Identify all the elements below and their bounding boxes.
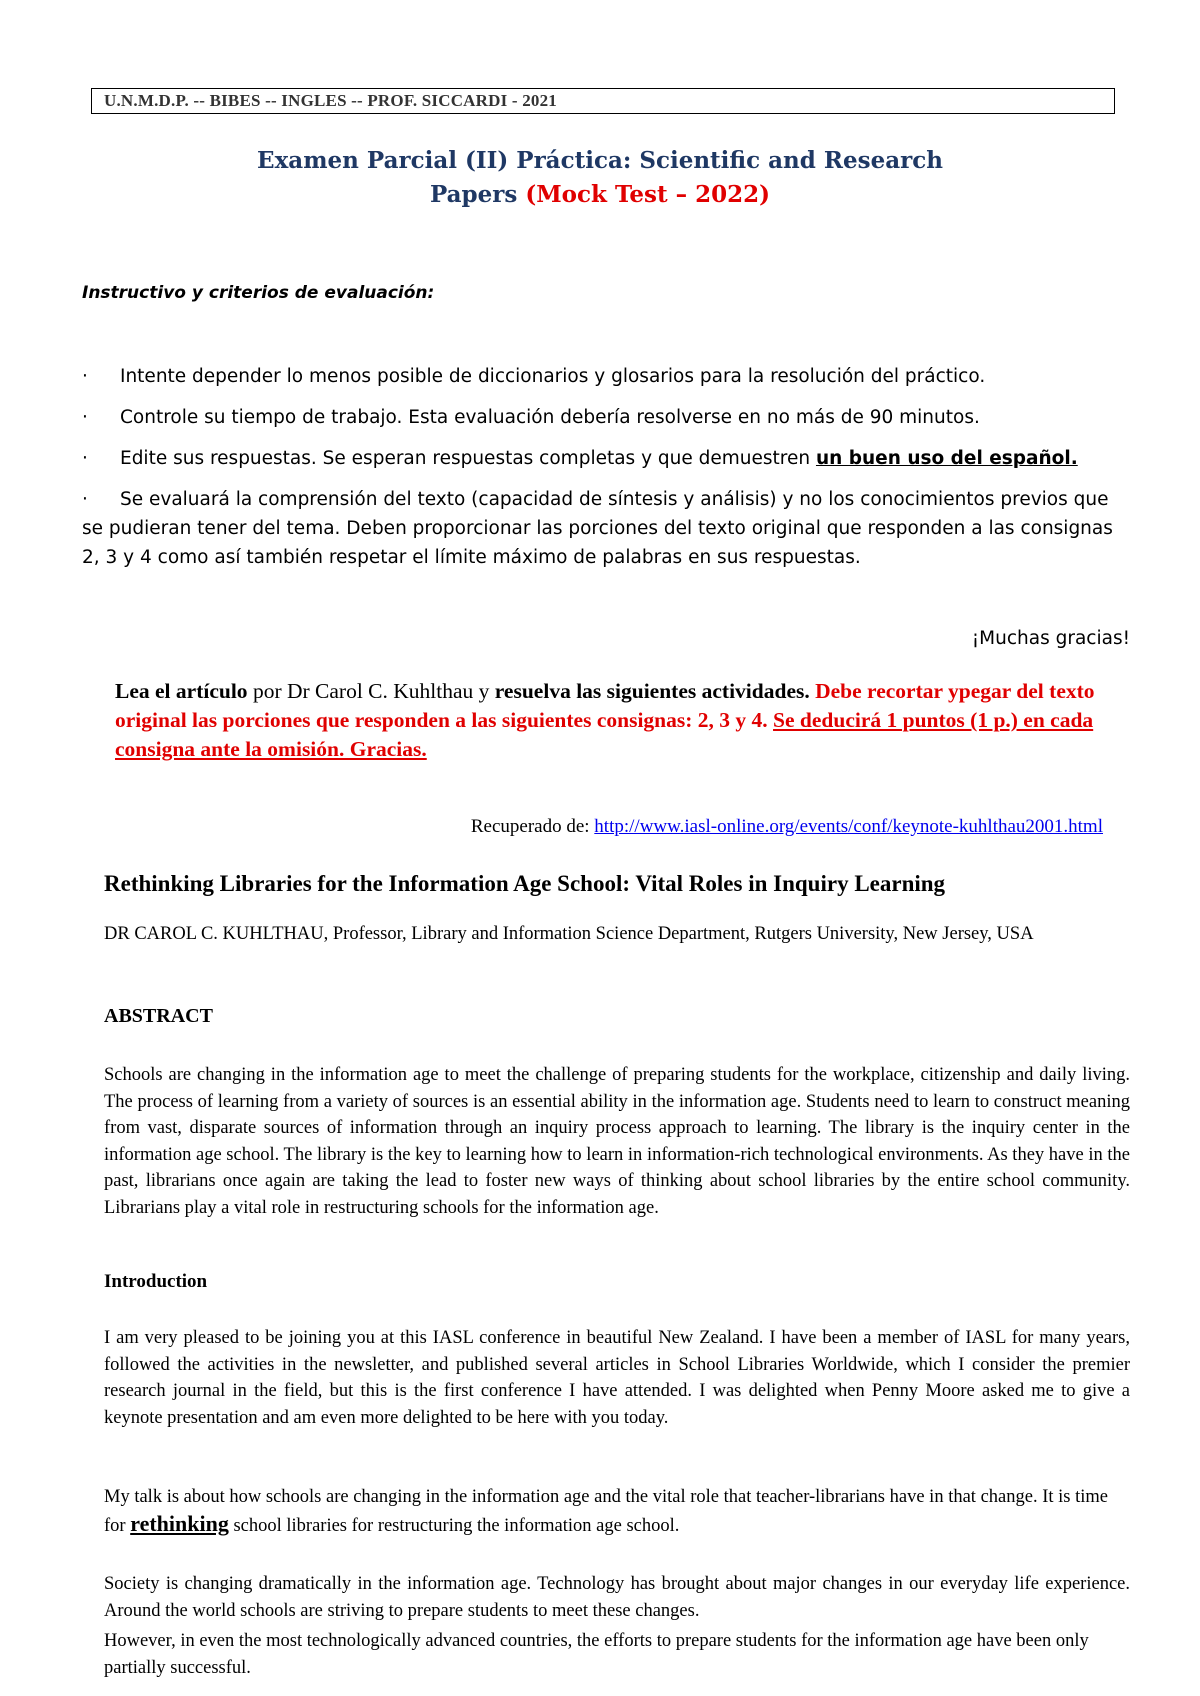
abstract-heading: ABSTRACT	[104, 1005, 213, 1027]
exam-title-papers: Papers	[429, 181, 526, 208]
bullet-dot-icon: ·	[82, 366, 88, 387]
source-link[interactable]: http://www.iasl-online.org/events/conf/keynote-kuhlthau2001.html	[594, 816, 1103, 837]
task-instructions	[115, 677, 1100, 764]
instruction-emphasis: un buen uso del español.	[815, 448, 1078, 469]
source-label: Recuperado de:	[470, 816, 595, 837]
thanks-text: ¡Muchas gracias!	[971, 628, 1130, 649]
bullet-dot-icon: ·	[82, 489, 88, 510]
intro-paragraph-4: However, in even the most technologically advanced countries, the efforts to prepare students for the information age have been only partially successful.	[104, 1631, 1089, 1678]
exam-title	[0, 144, 1200, 212]
intro-p2-end: school libraries for restructuring the information age school.	[228, 1515, 680, 1536]
abstract-text: Schools are changing in the information age to meet the challenge of preparing students for the workplace, citizenship and daily living. The process of learning from a variety of sources is an essential ability in the information age. Students need to learn to construct meaning from vast, disparate sources of information through an inquiry process approach to learning. The library is the inquiry center in the information age school. The library is the key to learning how to learn in information-rich technological environments. As they have in the past, librarians once again are taking the lead to foster new ways of thinking about school libraries by the entire school community. Librarians play a vital role in restructuring schools for the information age.	[104, 1065, 1130, 1218]
intro-p2-emphasis: rethinking	[130, 1510, 229, 1536]
bullet-dot-icon: ·	[82, 407, 88, 428]
article-author: DR CAROL C. KUHLTHAU, Professor, Library and Information Science Department, Rutgers University, New Jersey, USA	[104, 924, 1034, 944]
instruction-text: Edite sus respuestas. Se esperan respuestas completas y que demuestren	[120, 448, 816, 469]
intro-p2-start: My talk is about how schools are changing in the information age and the vital role that teacher-librarians have in that change. It is time for	[104, 1487, 1108, 1536]
instructions-list	[82, 362, 1130, 584]
instruction-text: Controle su tiempo de trabajo. Esta evaluación debería resolverse en no más de 90 minutos.	[120, 407, 980, 428]
instructions-heading: Instructivo y criterios de evaluación:	[82, 283, 435, 303]
intro-paragraph-3: Society is changing dramatically in the information age. Technology has brought about major changes in our everyday life experience. Around the world schools are striving to prepare students to meet these changes.	[104, 1574, 1130, 1621]
exam-title-line1: Examen Parcial (II) Práctica: Scientific and Research	[257, 147, 943, 174]
instruction-text: Se evaluará la comprensión del texto (capacidad de síntesis y análisis) y no los conocimientos previos que se pudieran tener del tema. Deben proporcionar las porciones del texto original que responden a las consignas 2, 3 y 4 como así también respetar el límite máximo de palabras en sus respuestas.	[82, 489, 1113, 568]
exam-title-mock-test: (Mock Test – 2022)	[525, 181, 771, 208]
intro-paragraph-2	[104, 1484, 1130, 1539]
task-solve: resuelva las siguientes actividades.	[494, 679, 810, 703]
exam-title-line2	[0, 178, 1200, 212]
introduction-heading: Introduction	[104, 1271, 208, 1292]
instruction-text: Intente depender lo menos posible de diccionarios y glosarios para la resolución del práctico.	[120, 366, 986, 387]
source-line	[471, 816, 1103, 838]
instruction-item	[82, 362, 1130, 391]
article-title: Rethinking Libraries for the Information Age School: Vital Roles in Inquiry Learning	[104, 871, 946, 896]
task-read: Lea el artículo	[115, 679, 248, 703]
task-penalty: Se deducirá 1 puntos (1 p.) en cada consigna ante la omisión. Gracias.	[115, 708, 1094, 761]
course-header: U.N.M.D.P. -- BIBES -- INGLES -- PROF. SICCARDI - 2021	[91, 88, 1115, 114]
task-author: por Dr Carol C. Kuhlthau y	[247, 679, 495, 703]
instruction-item	[82, 485, 1130, 572]
task-warning: Debe recortar ypegar del texto original las porciones que responden a las siguientes consignas: 2, 3 y 4.	[115, 679, 1095, 732]
instruction-item	[82, 403, 1130, 432]
instruction-item	[82, 444, 1130, 473]
intro-paragraph-1: I am very pleased to be joining you at this IASL conference in beautiful New Zealand. I have been a member of IASL for many years, followed the activities in the newsletter, and published several articles in School Libraries Worldwide, which I consider the premier research journal in the field, but this is the first conference I have attended. I was delighted when Penny Moore asked me to give a keynote presentation and am even more delighted to be here with you today.	[104, 1328, 1130, 1428]
bullet-dot-icon: ·	[82, 448, 88, 469]
